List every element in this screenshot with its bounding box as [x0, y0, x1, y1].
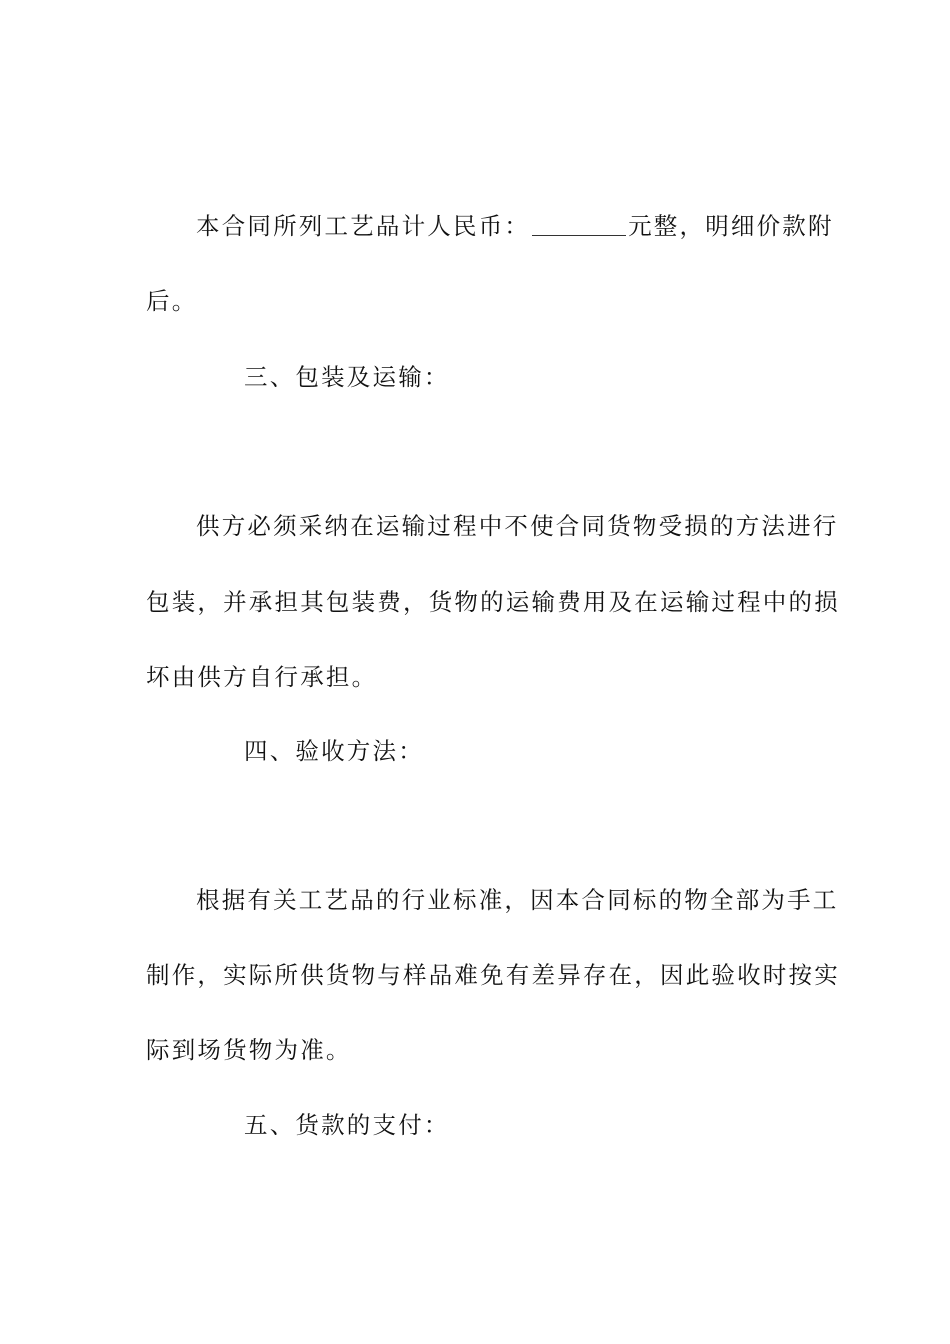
- price-amount-blank: [532, 213, 626, 236]
- section-three-paragraph-line-1: 供方必须采纳在运输过程中不使合同货物受损的方法进行: [196, 512, 839, 540]
- section-three-paragraph-line-2: 包装，并承担其包装费，货物的运输费用及在运输过程中的损: [146, 588, 840, 616]
- price-clause-text-after: 元整，明细价款附: [628, 212, 834, 240]
- section-four-heading: 四、验收方法：: [244, 737, 424, 765]
- section-three-heading: 三、包装及运输：: [244, 363, 450, 391]
- section-four-paragraph-line-1: 根据有关工艺品的行业标准，因本合同标的物全部为手工: [196, 886, 839, 914]
- price-clause-line-1: [196, 211, 856, 241]
- section-four-paragraph-line-3: 际到场货物为准。: [146, 1036, 352, 1064]
- price-clause-text-before: 本合同所列工艺品计人民币：: [196, 212, 531, 240]
- section-five-heading: 五、货款的支付：: [244, 1111, 450, 1139]
- section-three-paragraph-line-3: 坏由供方自行承担。: [146, 663, 378, 691]
- section-four-paragraph-line-2: 制作，实际所供货物与样品难免有差异存在，因此验收时按实: [146, 961, 840, 989]
- price-clause-line-2: 后。: [146, 287, 198, 315]
